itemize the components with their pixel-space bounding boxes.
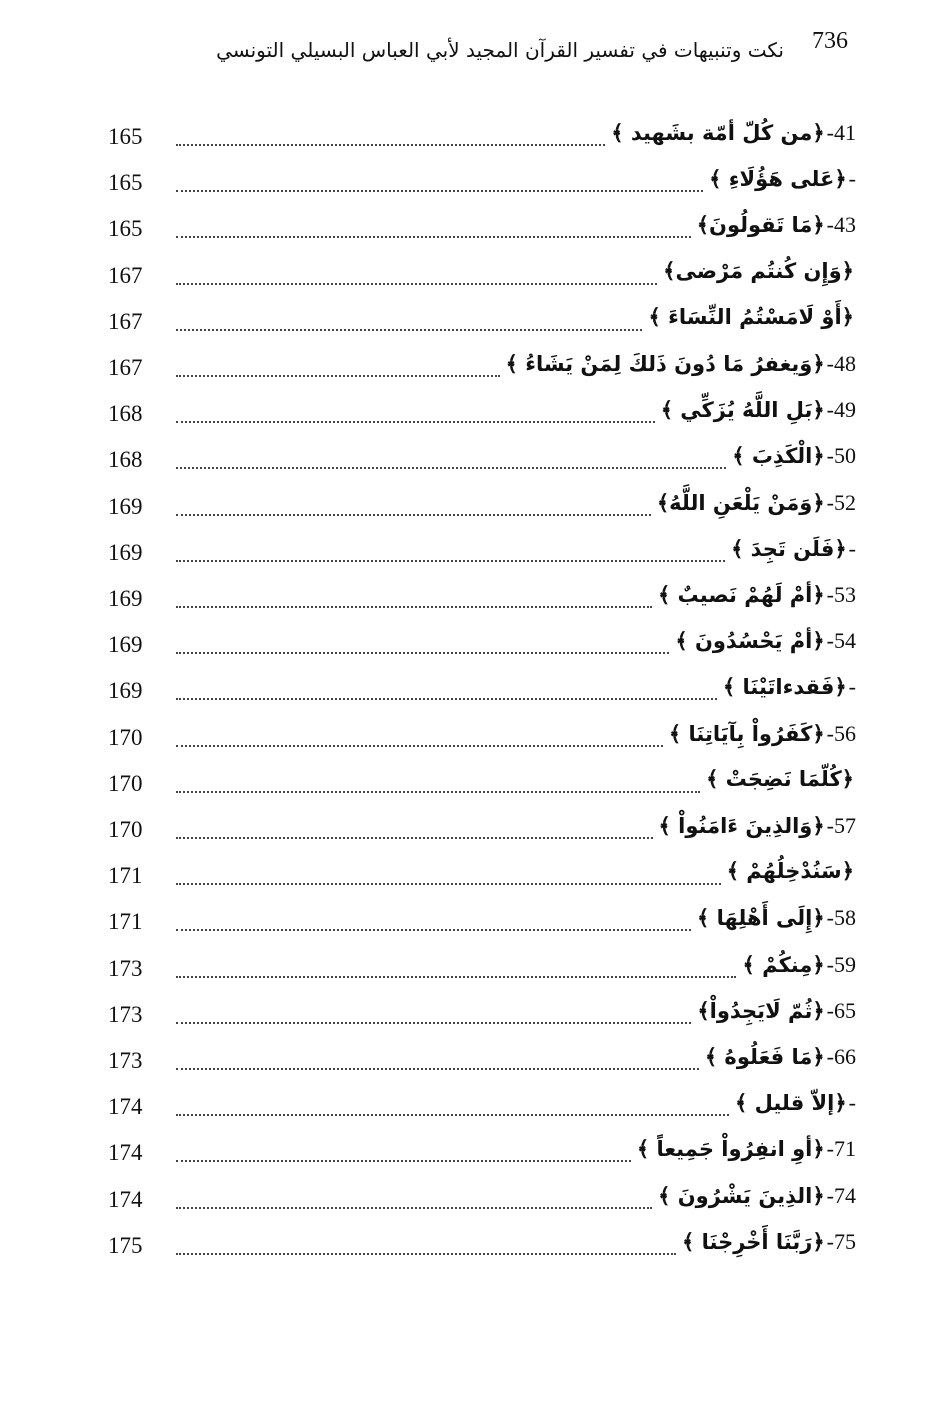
dotted-leader	[176, 1068, 699, 1070]
toc-page-number: 167	[108, 308, 143, 334]
toc-page-number: 167	[108, 355, 143, 380]
toc-row	[0, 1179, 952, 1225]
dotted-leader	[176, 329, 642, 331]
toc-row	[0, 208, 952, 254]
toc-entry	[682, 1229, 856, 1255]
dotted-leader	[176, 791, 700, 793]
toc-entry	[705, 1044, 856, 1070]
toc-entry-text: ﴿إلاّ قليل ﴾	[734, 1091, 847, 1116]
toc-page-number: 170	[108, 817, 143, 842]
toc-entry-number: 56-	[826, 720, 856, 746]
dotted-leader	[176, 283, 657, 285]
toc-entry-number: 74-	[826, 1182, 856, 1208]
toc-entry-number: 49-	[826, 397, 856, 423]
toc-row	[0, 624, 952, 670]
toc-page-number: 174	[108, 1186, 143, 1212]
dotted-leader	[176, 421, 655, 423]
toc-entry	[649, 305, 857, 329]
toc-row	[0, 1040, 952, 1086]
dotted-leader	[176, 560, 725, 562]
toc-entry	[742, 952, 856, 978]
toc-row	[0, 439, 952, 485]
toc-entry-text: ﴿الذِينَ يَشْرُونَ ﴾	[658, 1183, 825, 1208]
dotted-leader	[176, 745, 663, 747]
toc-row	[0, 347, 952, 393]
toc-entry-text: ﴿أَوْ لَامَسْتُمُ النِّسَاءَ ﴾	[648, 304, 854, 329]
toc-entry-text: ﴿وَيغفرُ مَا دُونَ ذَلكَ لِمَنْ يَشَاءُ ﴾	[505, 352, 825, 376]
toc-entry	[611, 120, 856, 146]
toc-row	[0, 1086, 952, 1132]
toc-entry-number: 53-	[826, 582, 856, 607]
toc-entry	[657, 490, 856, 516]
dotted-leader	[176, 144, 605, 146]
toc-row	[0, 532, 952, 578]
dotted-leader	[176, 606, 652, 608]
toc-entry-text: ﴿من كُلّ أمّة بشَهيد ﴾	[611, 121, 825, 145]
toc-entry	[661, 397, 856, 423]
toc-entry-number: 65-	[826, 997, 856, 1023]
toc-entry	[723, 674, 856, 700]
toc-entry-text: ﴿وَالذِينَ ءَامَنُواْ ﴾	[658, 814, 825, 838]
toc-entry	[697, 905, 856, 931]
toc-entry-text: ﴿فَقدءاتَيْنَا ﴾	[722, 675, 847, 700]
toc-page-number: 174	[108, 1140, 143, 1166]
toc-row	[0, 948, 952, 994]
toc-page-number: 169	[108, 493, 143, 519]
toc-entry-text: ﴿أوِ انفِرُواْ جَمِيعاً ﴾	[636, 1137, 825, 1162]
dotted-leader	[176, 467, 726, 469]
dotted-leader	[176, 514, 651, 516]
toc-entry-number: 41-	[826, 120, 856, 145]
dotted-leader	[176, 190, 703, 192]
toc-page-number: 174	[108, 1094, 143, 1120]
toc-page-number: 175	[108, 1232, 143, 1258]
toc-entry	[735, 1090, 856, 1116]
toc-entry-number: -	[848, 166, 856, 192]
toc-entry-number: 58-	[826, 905, 856, 931]
toc-page-number: 169	[108, 678, 143, 704]
toc-entry-number: 71-	[826, 1136, 856, 1162]
toc-entry-text: ﴿وَمَنْ يَلْعَنِ اللَّهُ﴾	[656, 490, 825, 515]
toc-row	[0, 901, 952, 947]
toc-entry	[731, 536, 856, 562]
toc-entry-text: ﴿كَفَرُواْ بِآيَاتِنَا ﴾	[668, 721, 825, 746]
toc-entry-text: ﴿أمْ يَحْسُدُونَ ﴾	[675, 629, 825, 654]
toc-page-number: 167	[108, 262, 143, 288]
toc-entry	[697, 998, 856, 1024]
toc-entry-text: ﴿بَلِ اللَّهُ يُزَكِّي ﴾	[660, 398, 825, 423]
toc-entry	[697, 212, 856, 238]
toc-entry-number: -	[848, 674, 856, 700]
dotted-leader	[176, 1022, 691, 1024]
toc-entry	[709, 166, 856, 192]
toc-entry-text: ﴿مَا فَعَلُوهُ ﴾	[704, 1045, 825, 1069]
toc-page-number: 169	[108, 632, 143, 658]
toc-entry-number: -	[848, 535, 856, 561]
dotted-leader	[176, 236, 691, 238]
running-header-title: نكت وتنبيهات في تفسير القرآن المجيد لأبي العباس البسيلي التونسي	[216, 38, 784, 62]
toc-row	[0, 486, 952, 532]
toc-entry-text: ﴿مِنكُمْ ﴾	[742, 952, 825, 977]
toc-page-number: 171	[108, 909, 143, 935]
toc-row	[0, 855, 952, 901]
toc-entry	[669, 721, 856, 747]
toc-entry-text: ﴿فَلَن تَجِدَ ﴾	[731, 536, 847, 561]
toc-entry-number: 66-	[826, 1044, 856, 1069]
toc-entry-text: ﴿كُلّمَا نَضِجَتْ ﴾	[706, 766, 854, 791]
dotted-leader	[176, 375, 500, 377]
toc-entry-text: ﴿عَلى هَؤُلَاءِ ﴾	[709, 167, 847, 192]
toc-entry-text: ﴿ثُمّ لَايَجِدُواْ﴾	[697, 998, 825, 1023]
toc-page-number: 170	[108, 724, 143, 750]
toc-row	[0, 116, 952, 162]
toc-entry-number: 50-	[826, 443, 856, 469]
dotted-leader	[176, 929, 691, 931]
toc-entry	[663, 259, 856, 283]
dotted-leader	[176, 976, 736, 978]
toc-entry-number: 59-	[826, 951, 856, 977]
dotted-leader	[176, 652, 669, 654]
toc-entry	[706, 767, 856, 791]
toc-entry	[732, 443, 856, 469]
toc-row	[0, 763, 952, 809]
toc-row	[0, 393, 952, 439]
toc-entry	[637, 1136, 856, 1162]
toc-entry	[658, 1183, 856, 1209]
toc-page-number: 165	[108, 170, 143, 196]
toc-entry-number: 43-	[826, 212, 856, 238]
toc-page-number: 165	[108, 124, 143, 149]
page-number: 736	[812, 28, 848, 54]
toc-page-number: 171	[108, 863, 143, 889]
dotted-leader	[176, 1253, 676, 1255]
toc-row	[0, 809, 952, 855]
toc-entry	[506, 351, 856, 377]
toc-page-number: 168	[108, 447, 143, 473]
toc-row	[0, 301, 952, 347]
toc-page-number: 173	[108, 1001, 143, 1027]
dotted-leader	[176, 883, 721, 885]
toc-row	[0, 670, 952, 716]
toc-entry-text: ﴿إِلَى أَهْلِهَا ﴾	[697, 906, 825, 931]
toc-page-number: 165	[108, 216, 143, 242]
toc-page-number: 173	[108, 955, 143, 981]
toc-entry-text: ﴿مَا تَقولُونَ﴾	[696, 213, 825, 238]
toc-page-number: 169	[108, 586, 143, 611]
dotted-leader	[176, 1114, 729, 1116]
dotted-leader	[176, 698, 717, 700]
toc-entry-text: ﴿الْكَذِبَ ﴾	[732, 444, 825, 469]
toc-row	[0, 994, 952, 1040]
toc-row	[0, 578, 952, 624]
toc-entry	[658, 582, 856, 608]
toc-entry-text: ﴿رَبَّنَا أَخْرِجْنَا ﴾	[682, 1229, 825, 1254]
toc-entry-number: 75-	[826, 1228, 856, 1254]
toc-page-number: 168	[108, 401, 143, 427]
toc-row	[0, 162, 952, 208]
toc-entry	[727, 859, 856, 883]
toc-row	[0, 255, 952, 301]
toc-entry	[675, 628, 856, 654]
toc-row	[0, 1132, 952, 1178]
toc-entry-number: 54-	[826, 628, 856, 654]
toc-page-number: 170	[108, 770, 143, 796]
toc-entry-number: -	[848, 1090, 856, 1116]
toc-row	[0, 1225, 952, 1271]
toc-entry-text: ﴿أمْ لَهُمْ نَصيبٌ ﴾	[657, 583, 825, 607]
dotted-leader	[176, 1160, 631, 1162]
toc-entry-number: 48-	[826, 351, 856, 376]
dotted-leader	[176, 837, 653, 839]
toc-entry-number: 57-	[826, 813, 856, 838]
toc-page-number: 173	[108, 1048, 143, 1073]
toc-entry	[659, 813, 856, 839]
toc-entry-text: ﴿وَإِن كُنتُم مَرْضى﴾	[663, 258, 854, 283]
toc-entry-number: 52-	[826, 489, 856, 515]
dotted-leader	[176, 1207, 652, 1209]
toc-row	[0, 717, 952, 763]
toc-entry-text: ﴿سَنُدْخِلُهُمْ ﴾	[726, 859, 854, 884]
toc-page-number: 169	[108, 539, 143, 565]
